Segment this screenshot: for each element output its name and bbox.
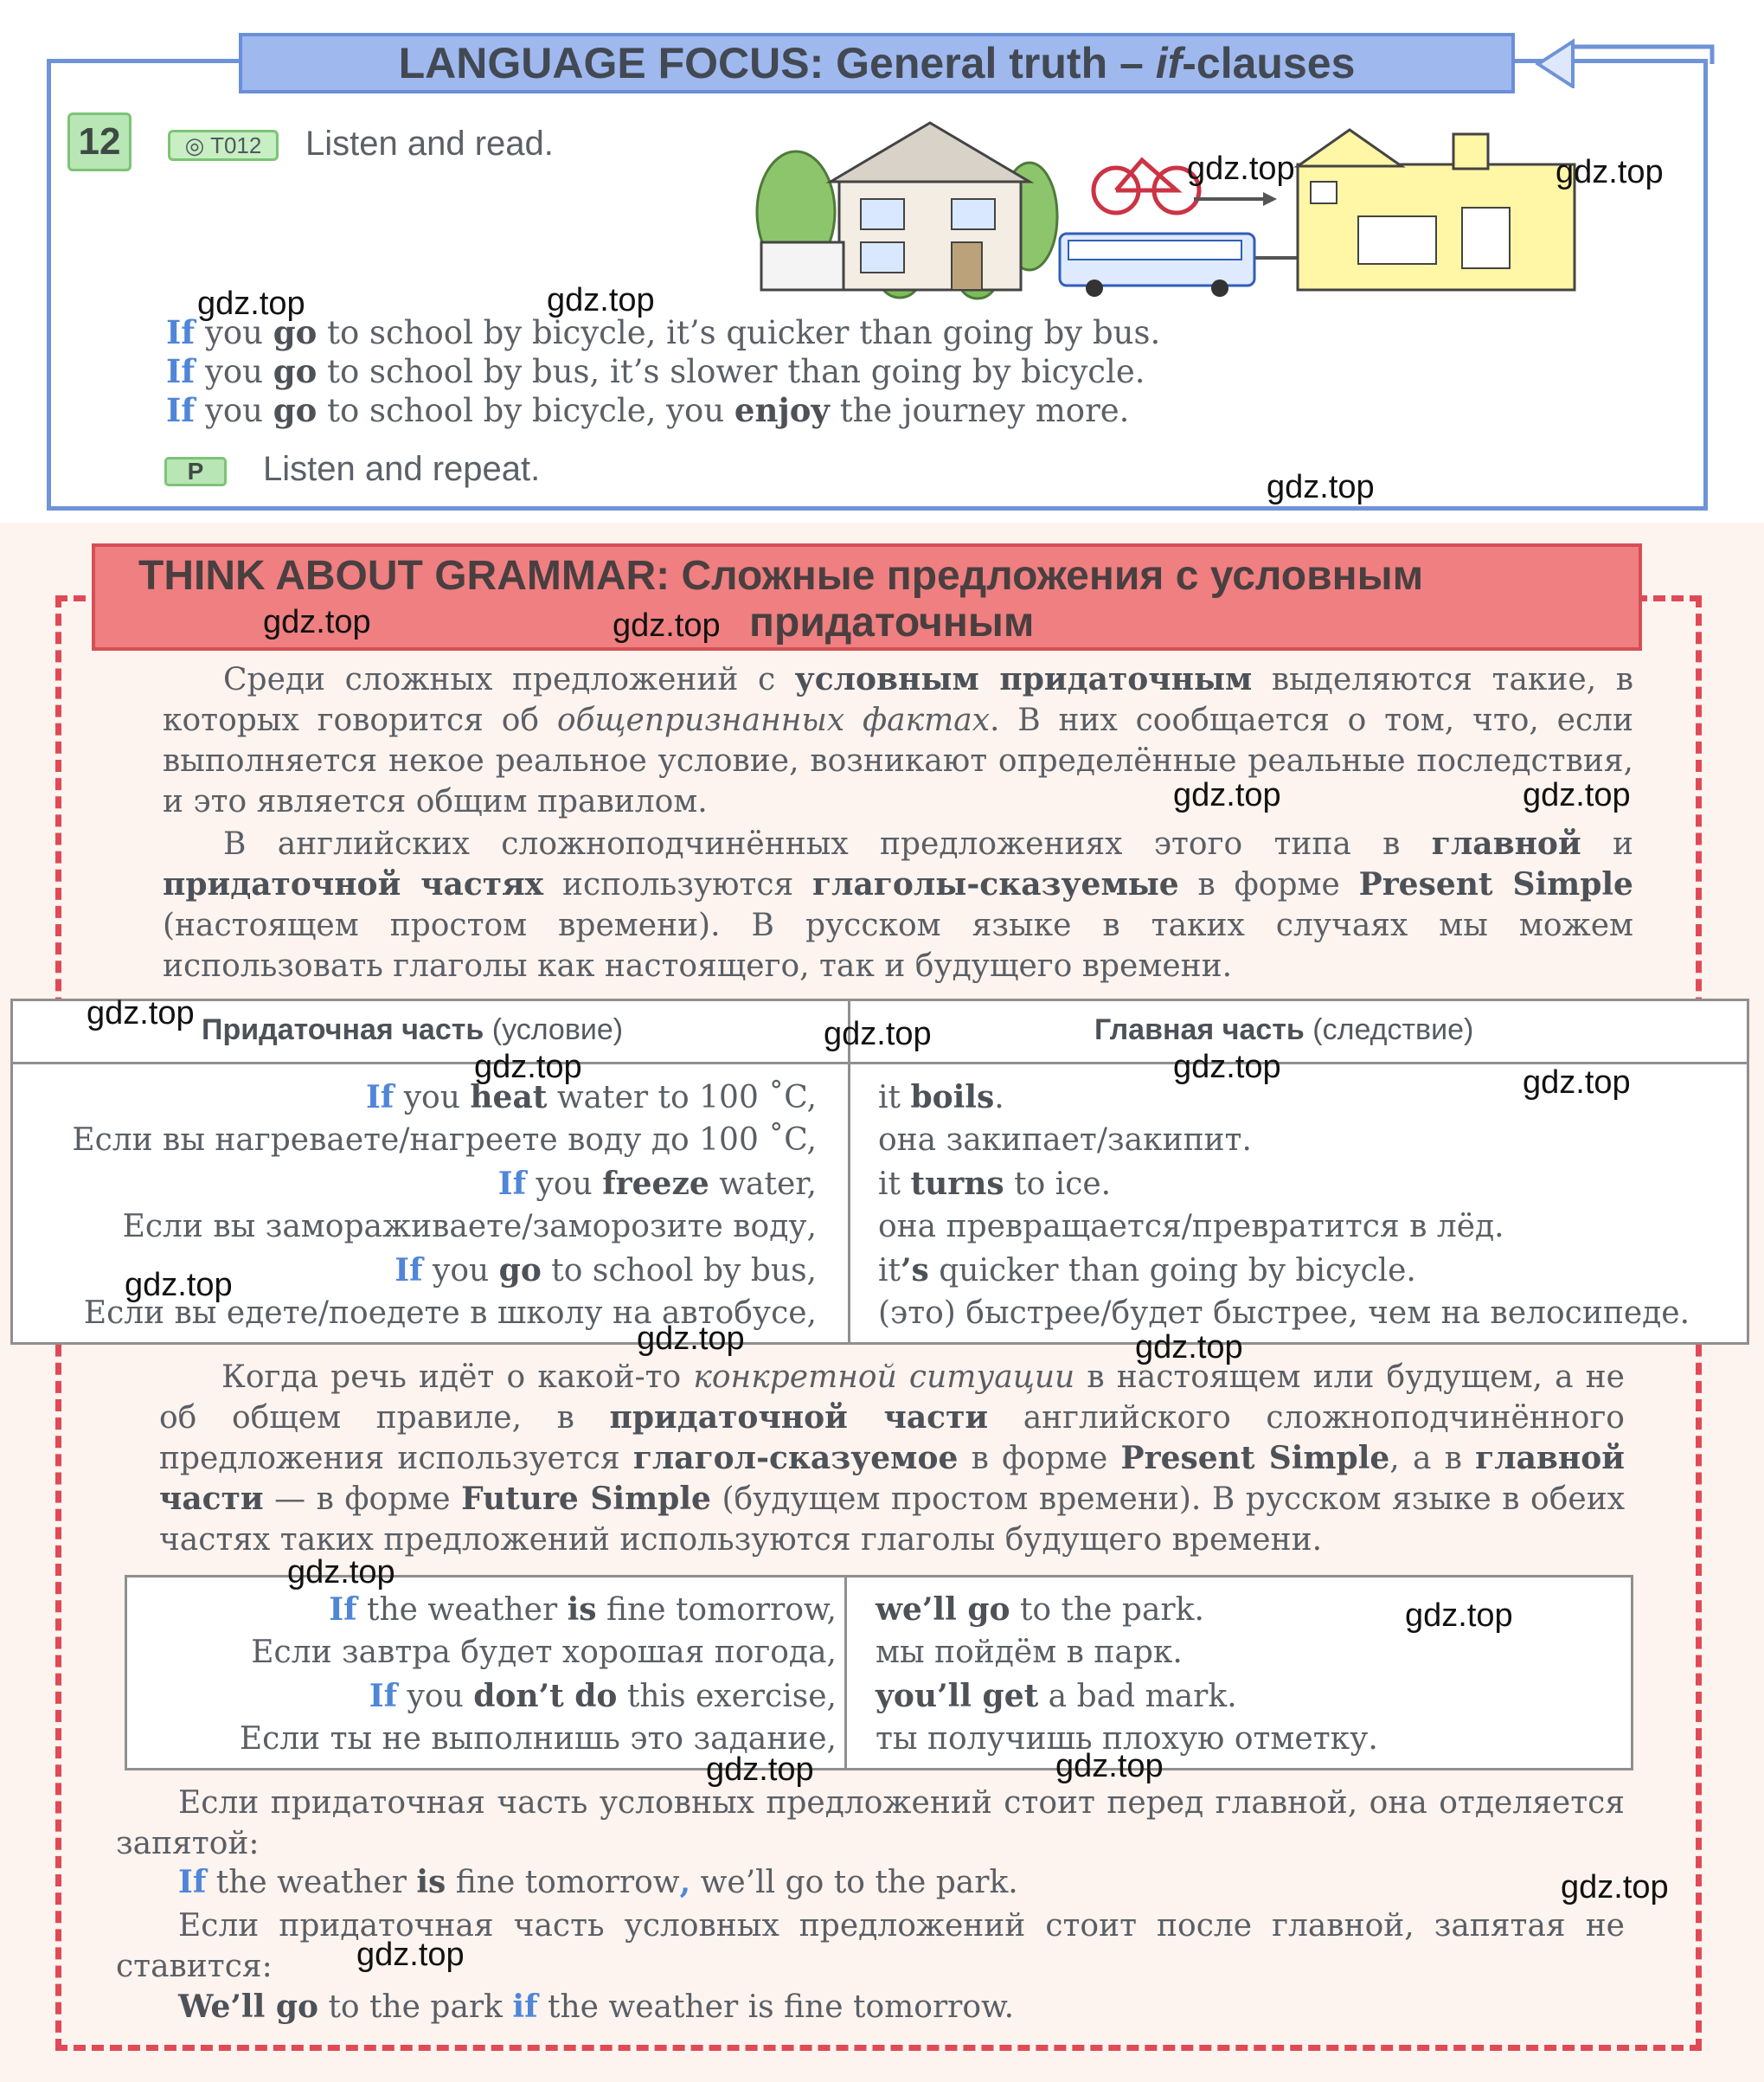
watermark: gdz.top	[1173, 1049, 1281, 1085]
text: to school by bicycle, it’s quicker than going by bus.	[317, 314, 1161, 351]
bold-term: условным придаточным	[794, 661, 1253, 697]
text: to school by bicycle, you	[317, 392, 734, 429]
paragraph-5: Если придаточная часть условных предложений стоит после главной, запятая не ставится:	[116, 1908, 1625, 1984]
table-row-cell	[876, 1591, 1204, 1628]
watermark: gdz.top	[1523, 777, 1631, 813]
watermark: gdz.top	[547, 282, 655, 318]
repeat-instruction: Listen and repeat.	[263, 450, 541, 488]
text: it	[878, 1166, 911, 1202]
paragraph-2	[163, 824, 1633, 986]
if-word: if	[512, 1989, 538, 2025]
verb: enjoy	[734, 391, 830, 429]
bold-term: глагол-сказуемое	[632, 1440, 959, 1476]
text: — в форме	[263, 1481, 462, 1517]
text: you	[422, 1253, 499, 1288]
arrow-left-icon	[1535, 36, 1716, 88]
table-row-cell: она превращается/превратится в лёд.	[878, 1209, 1504, 1244]
comma-highlight: ,	[679, 1864, 691, 1900]
text: Когда речь идёт о какой-то	[221, 1359, 694, 1395]
text: we’ll go to the park.	[690, 1865, 1018, 1900]
text: you	[195, 314, 273, 351]
watermark: gdz.top	[1556, 154, 1664, 190]
table-row-cell: Если вы едете/поедете в школу на автобусе,	[83, 1295, 817, 1331]
watermark: gdz.top	[824, 1016, 932, 1052]
verb: don’t do	[473, 1678, 618, 1714]
bold-term: главной части	[159, 1440, 1625, 1517]
bold-term: придаточной части	[609, 1399, 989, 1436]
verb: go	[273, 313, 318, 351]
watermark: gdz.top	[197, 286, 305, 322]
verb: we’ll go	[876, 1591, 1010, 1628]
table-header-rule	[13, 1062, 1747, 1064]
table-row-cell: Если завтра будет хорошая погода,	[251, 1635, 837, 1670]
if-word: If	[166, 313, 196, 351]
table-row-cell: (это) быстрее/будет быстрее, чем на велосипеде.	[878, 1295, 1690, 1331]
if-word: If	[497, 1166, 527, 1202]
text: this exercise,	[617, 1679, 837, 1714]
text: it	[878, 1253, 901, 1288]
illustration-house-to-school	[744, 112, 1592, 312]
text: you	[195, 353, 273, 390]
verb: boils	[910, 1079, 995, 1115]
watermark: gdz.top	[474, 1049, 582, 1085]
table-row-cell: Если вы замораживаете/заморозите воду,	[122, 1209, 817, 1244]
text: to ice.	[1004, 1166, 1112, 1202]
watermark: gdz.top	[1267, 469, 1375, 505]
header-bold: Придаточная часть	[202, 1013, 484, 1046]
text: выделяются такие, в которых говорится об	[163, 662, 1633, 738]
header-bold: Главная часть	[1094, 1013, 1305, 1046]
track-label: T012	[210, 132, 262, 158]
bus-icon	[1060, 234, 1254, 297]
text: Среди сложных предложений с	[223, 662, 795, 697]
text: .	[994, 1080, 1004, 1115]
header-rest: (условие)	[484, 1013, 624, 1046]
text: the weather	[356, 1592, 568, 1628]
instruction: Listen and read.	[305, 125, 554, 163]
text: . В них сообщается о том, что, если выполняется некое реальное условие, возникают определённые реальные последствия, и это является общим правилом.	[163, 703, 1633, 819]
watermark: gdz.top	[637, 1321, 745, 1357]
text: в форме	[958, 1441, 1121, 1476]
paragraph-1	[163, 659, 1633, 822]
if-word: If	[365, 1079, 394, 1115]
lf-title-prefix: LANGUAGE FOCUS: General truth –	[398, 39, 1156, 87]
audio-track-button[interactable]	[168, 130, 279, 161]
text: water to 100 ˚C,	[547, 1080, 817, 1115]
example-sentence-3	[166, 391, 1129, 429]
table-row-cell	[366, 1079, 817, 1115]
bicycle-icon	[1094, 160, 1199, 213]
text: a bad mark.	[1038, 1679, 1237, 1714]
verb: you’ll get	[876, 1678, 1039, 1714]
table-row-cell	[329, 1591, 837, 1628]
text: the weather is fine tomorrow.	[537, 1989, 1015, 2025]
table-row-cell	[878, 1166, 1111, 1202]
watermark: gdz.top	[125, 1267, 233, 1303]
table-row-cell: Если ты не выполнишь это задание,	[239, 1721, 837, 1757]
bold-term: Present Simple	[1358, 866, 1633, 903]
text: , а в	[1389, 1441, 1476, 1476]
if-word: If	[394, 1252, 423, 1288]
verb: go	[498, 1252, 542, 1288]
table-row-cell	[878, 1079, 1004, 1115]
verb: We’ll go	[178, 1989, 318, 2025]
example-no-comma	[178, 1989, 1014, 2025]
exercise-number: 12	[67, 112, 131, 171]
example-sentence-1	[166, 313, 1160, 351]
watermark: gdz.top	[287, 1554, 395, 1590]
italic-term: конкретной ситуации	[693, 1359, 1075, 1395]
table-row-cell	[369, 1678, 837, 1714]
table-row-cell	[876, 1678, 1237, 1714]
watermark: gdz.top	[87, 995, 195, 1031]
table-header-left	[202, 1013, 623, 1047]
header-rest: (следствие)	[1304, 1013, 1474, 1046]
example-sentence-2	[166, 352, 1145, 390]
watermark: gdz.top	[706, 1751, 814, 1788]
if-word: If	[166, 391, 196, 429]
text: to school by bus,	[541, 1253, 817, 1288]
pronunciation-badge: P	[164, 457, 227, 486]
grammar-title-line2: придаточным	[749, 600, 1035, 646]
verb: go	[273, 391, 318, 429]
bold-term: Present Simple	[1120, 1440, 1390, 1476]
audio-disc-icon: ◎	[184, 132, 211, 158]
table-header-right	[1094, 1013, 1473, 1047]
table-row-cell	[498, 1166, 817, 1202]
if-word: If	[369, 1678, 398, 1714]
bold-term: глаголы-сказуемые	[812, 866, 1179, 903]
text: fine tomorrow,	[596, 1592, 837, 1628]
watermark: gdz.top	[356, 1937, 465, 1973]
table-row-cell: ты получишь плохую отметку.	[876, 1721, 1378, 1757]
table-divider	[844, 1578, 847, 1768]
text: it	[878, 1080, 911, 1115]
if-word: If	[166, 352, 196, 390]
verb: is	[416, 1864, 446, 1900]
text: the weather	[206, 1865, 417, 1900]
watermark: gdz.top	[1187, 151, 1295, 187]
if-word: If	[329, 1591, 357, 1628]
verb: freeze	[602, 1166, 709, 1202]
lf-title-italic: if	[1155, 39, 1183, 87]
text: в настоящем или будущем, а не об общем правиле, в	[159, 1359, 1625, 1436]
text: the journey more.	[829, 392, 1130, 429]
verb: turns	[910, 1166, 1004, 1202]
text: fine tomorrow	[446, 1865, 680, 1900]
verb: is	[567, 1591, 597, 1628]
text: to school by bus, it’s slower than going by bicycle.	[317, 353, 1145, 390]
school-icon	[1298, 130, 1575, 290]
text: you	[195, 392, 273, 429]
example-comma	[178, 1864, 1018, 1900]
watermark: gdz.top	[1523, 1064, 1631, 1101]
table-row-cell	[394, 1252, 817, 1288]
grammar-title-line1: THINK ABOUT GRAMMAR: Сложные предложения с условным	[138, 553, 1424, 599]
text: в форме	[1178, 867, 1359, 903]
watermark: gdz.top	[1561, 1869, 1669, 1905]
watermark: gdz.top	[1055, 1748, 1164, 1784]
bold-term: Future Simple	[461, 1481, 711, 1517]
bold-term: главной	[1431, 826, 1581, 862]
verb: ’s	[900, 1252, 929, 1288]
text: to the park	[318, 1989, 513, 2025]
language-focus-header	[239, 33, 1515, 93]
table-row-cell	[878, 1252, 1416, 1288]
text: используются	[543, 867, 813, 903]
text: В английских сложноподчинённых предложениях этого типа в	[223, 826, 1432, 862]
italic-term: общепризнанных фактах	[556, 703, 990, 738]
verb: go	[273, 352, 318, 390]
text: (будущем простом времени). В русском языке в обеих частях таких предложений используются глаголы будущего времени.	[159, 1481, 1626, 1558]
verb: heat	[470, 1079, 548, 1115]
watermark: gdz.top	[1173, 777, 1281, 813]
text: you	[526, 1166, 603, 1202]
paragraph-4: Если придаточная часть условных предложений стоит перед главной, она отделяется запятой:	[116, 1785, 1625, 1861]
text: you	[394, 1080, 471, 1115]
watermark: gdz.top	[263, 604, 371, 640]
if-word: If	[178, 1864, 207, 1900]
table-row-cell: Если вы нагреваете/нагреете воду до 100 ˚C,	[72, 1122, 817, 1158]
table-row-cell: мы пойдём в парк.	[876, 1635, 1183, 1670]
text: (настоящем простом времени). В русском языке в таких случаях мы можем использовать глаголы как настоящего, так и будущего времени.	[163, 908, 1633, 984]
text: английского сложноподчинённого предложения используется	[159, 1400, 1625, 1476]
watermark: gdz.top	[1405, 1597, 1513, 1634]
watermark: gdz.top	[613, 607, 721, 644]
text: water,	[709, 1166, 817, 1202]
watermark: gdz.top	[1135, 1329, 1243, 1366]
text: to the park.	[1010, 1592, 1204, 1628]
text: и	[1581, 826, 1633, 862]
table-row-cell: она закипает/закипит.	[878, 1122, 1252, 1158]
text: you	[397, 1679, 474, 1714]
bold-term: придаточной частях	[163, 866, 544, 903]
lf-title-suffix: -clauses	[1182, 39, 1356, 87]
paragraph-3	[159, 1357, 1625, 1560]
text: quicker than going by bicycle.	[928, 1253, 1416, 1288]
